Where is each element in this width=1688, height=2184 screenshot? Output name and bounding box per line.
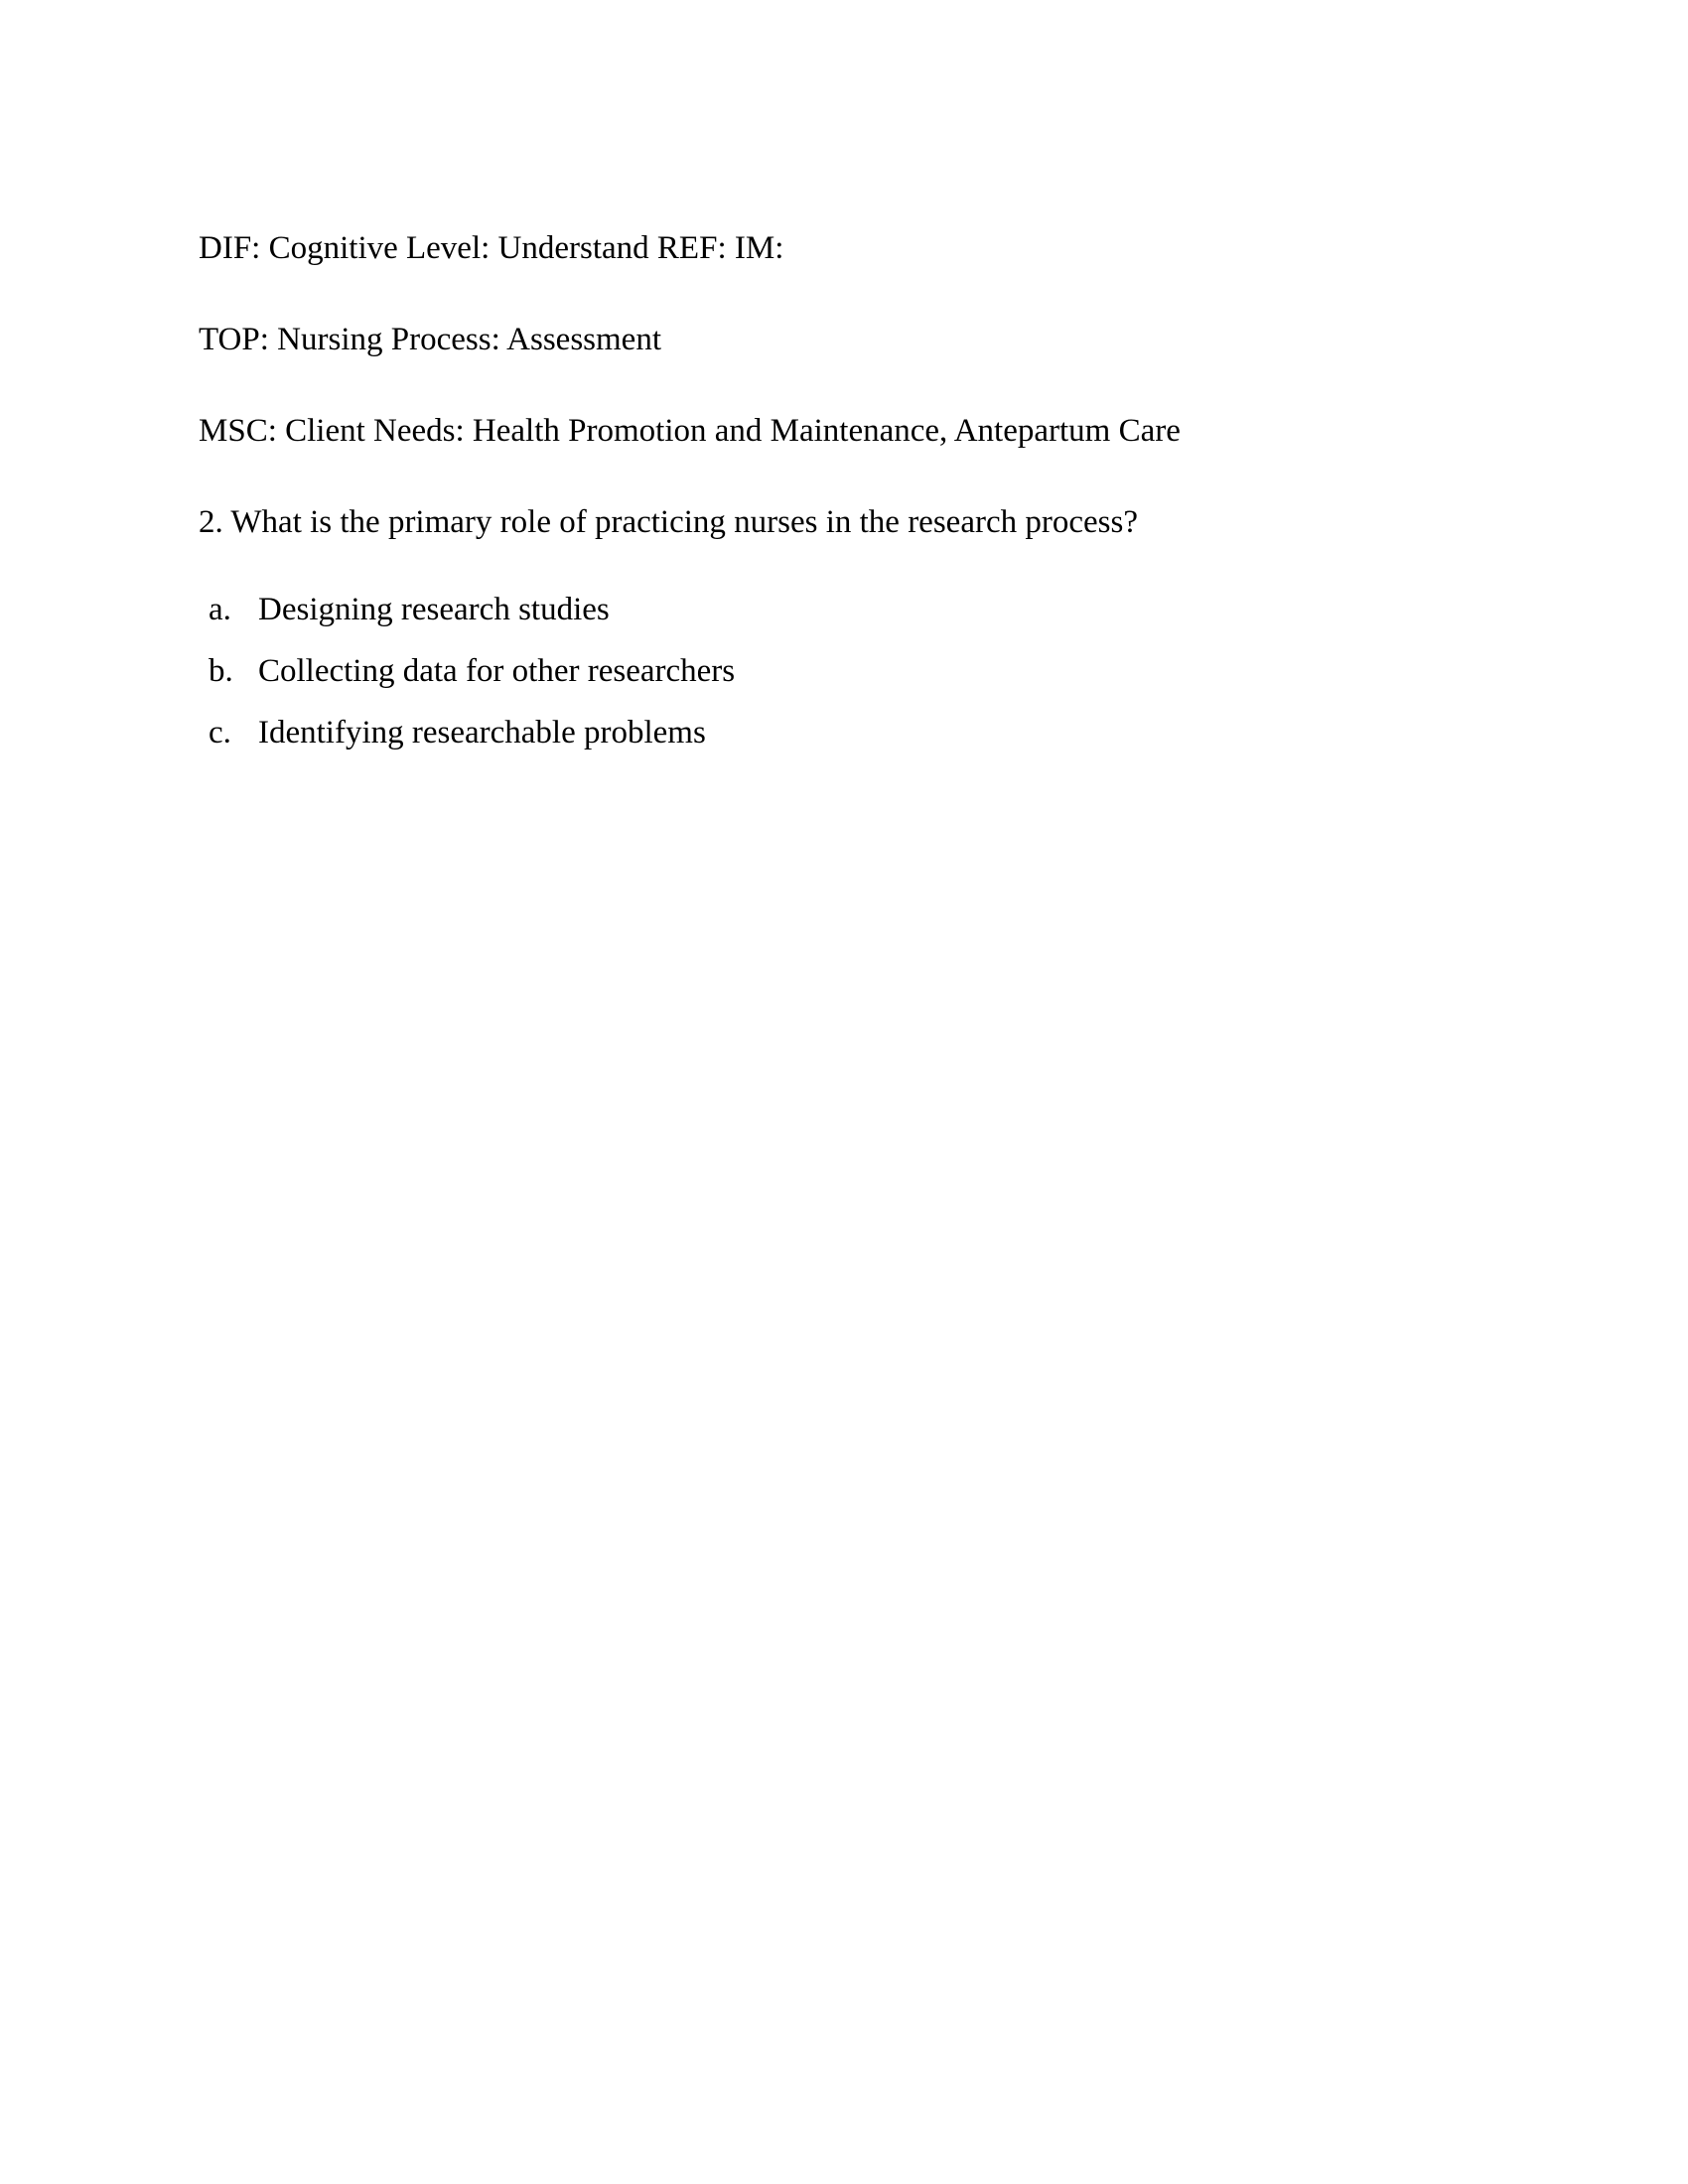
option-letter: b. [209, 653, 233, 689]
answer-option-c [199, 713, 735, 752]
option-text: Designing research studies [258, 592, 610, 627]
option-text: Collecting data for other researchers [258, 653, 736, 689]
answer-option-a [199, 590, 735, 629]
option-text: Identifying researchable problems [258, 715, 706, 751]
question-text: 2. What is the primary role of practicing nurses in the research process? [199, 504, 1138, 540]
answer-option-b [199, 651, 735, 691]
option-letter: c. [209, 715, 231, 751]
msc-line: MSC: Client Needs: Health Promotion and Maintenance, Antepartum Care [199, 413, 1181, 449]
option-letter: a. [209, 592, 231, 627]
topic-line: TOP: Nursing Process: Assessment [199, 322, 661, 357]
dif-line: DIF: Cognitive Level: Understand REF: IM: [199, 230, 784, 266]
answer-options [199, 590, 735, 774]
